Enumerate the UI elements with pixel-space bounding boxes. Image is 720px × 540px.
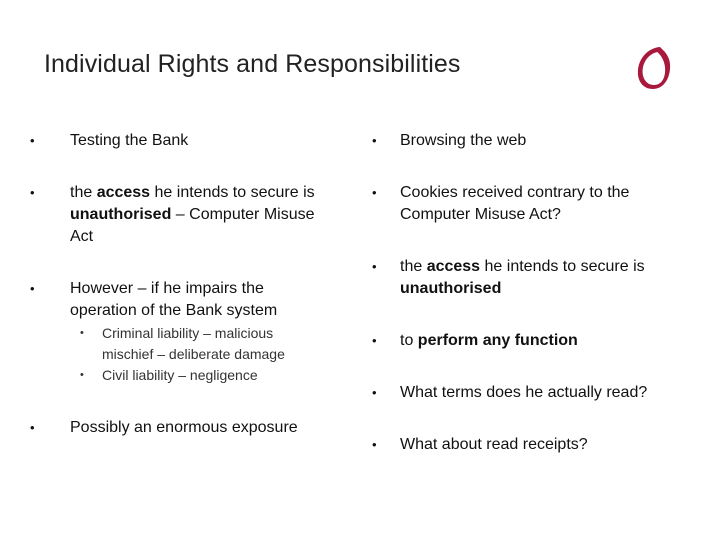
bullet-marker: •	[372, 133, 377, 148]
sub-bullet-text	[102, 323, 342, 365]
text-run: Computer Misuse Act?	[400, 206, 561, 223]
bullet-text: Browsing the web	[400, 132, 527, 149]
text-run: Cookies received contrary to the	[400, 184, 630, 201]
bullet-marker: •	[30, 185, 35, 200]
text-run-bold: unauthorised	[70, 206, 172, 223]
bullet-perform-function	[372, 330, 702, 352]
bullet-marker: •	[372, 385, 377, 400]
bullet-what-terms	[372, 382, 702, 404]
bullet-text	[70, 182, 370, 248]
bullet-marker: •	[30, 420, 35, 435]
bullet-cookies	[372, 182, 702, 226]
text-run-bold: unauthorised	[400, 280, 502, 297]
text-run-bold: access	[426, 258, 481, 275]
sub-bullet-text: Civil liability – negligence	[102, 367, 258, 383]
bullet-access-web	[372, 256, 702, 300]
bullet-testing-bank	[30, 130, 330, 152]
text-run: the	[70, 184, 97, 201]
text-run: he intends to secure is	[150, 184, 315, 201]
bullet-marker: •	[372, 259, 377, 274]
bullet-marker: •	[30, 281, 35, 296]
sub-bullet-marker: •	[80, 369, 84, 381]
sub-bullet-civil-liability	[80, 365, 340, 386]
text-run-bold: perform any function	[417, 332, 578, 349]
text-run: mischief – deliberate damage	[102, 346, 285, 362]
bullet-browsing-web	[372, 130, 702, 152]
sub-bullet-marker: •	[80, 327, 84, 339]
bullet-marker: •	[372, 185, 377, 200]
bullet-text: Testing the Bank	[70, 132, 189, 149]
bullet-text: What about read receipts?	[400, 436, 588, 453]
bullet-text: What terms does he actually read?	[400, 384, 648, 401]
bullet-marker: •	[30, 133, 35, 148]
bullet-text	[400, 256, 700, 300]
bullet-text	[70, 278, 370, 322]
text-run: operation of the Bank system	[70, 302, 278, 319]
text-run-bold: access	[96, 184, 151, 201]
text-run: the	[400, 258, 427, 275]
slide-title: Individual Rights and Responsibilities	[44, 50, 461, 78]
bullet-marker: •	[372, 437, 377, 452]
sub-bullet-criminal-liability	[80, 323, 340, 365]
bullet-marker: •	[372, 333, 377, 348]
brand-logo-icon	[634, 45, 672, 91]
bullet-text: Possibly an enormous exposure	[70, 419, 298, 436]
text-run: – Computer Misuse	[171, 206, 315, 223]
text-run: Criminal liability – malicious	[102, 325, 274, 341]
bullet-read-receipts	[372, 434, 702, 456]
bullet-access-unauthorised	[30, 182, 360, 248]
bullet-text	[400, 182, 700, 226]
bullet-text	[400, 330, 578, 352]
bullet-enormous-exposure	[30, 417, 350, 439]
text-run: he intends to secure is	[480, 258, 645, 275]
text-run: Act	[70, 228, 94, 245]
text-run: However – if he impairs the	[70, 280, 264, 297]
text-run: to	[400, 332, 418, 349]
bullet-impairs-operation	[30, 278, 360, 322]
